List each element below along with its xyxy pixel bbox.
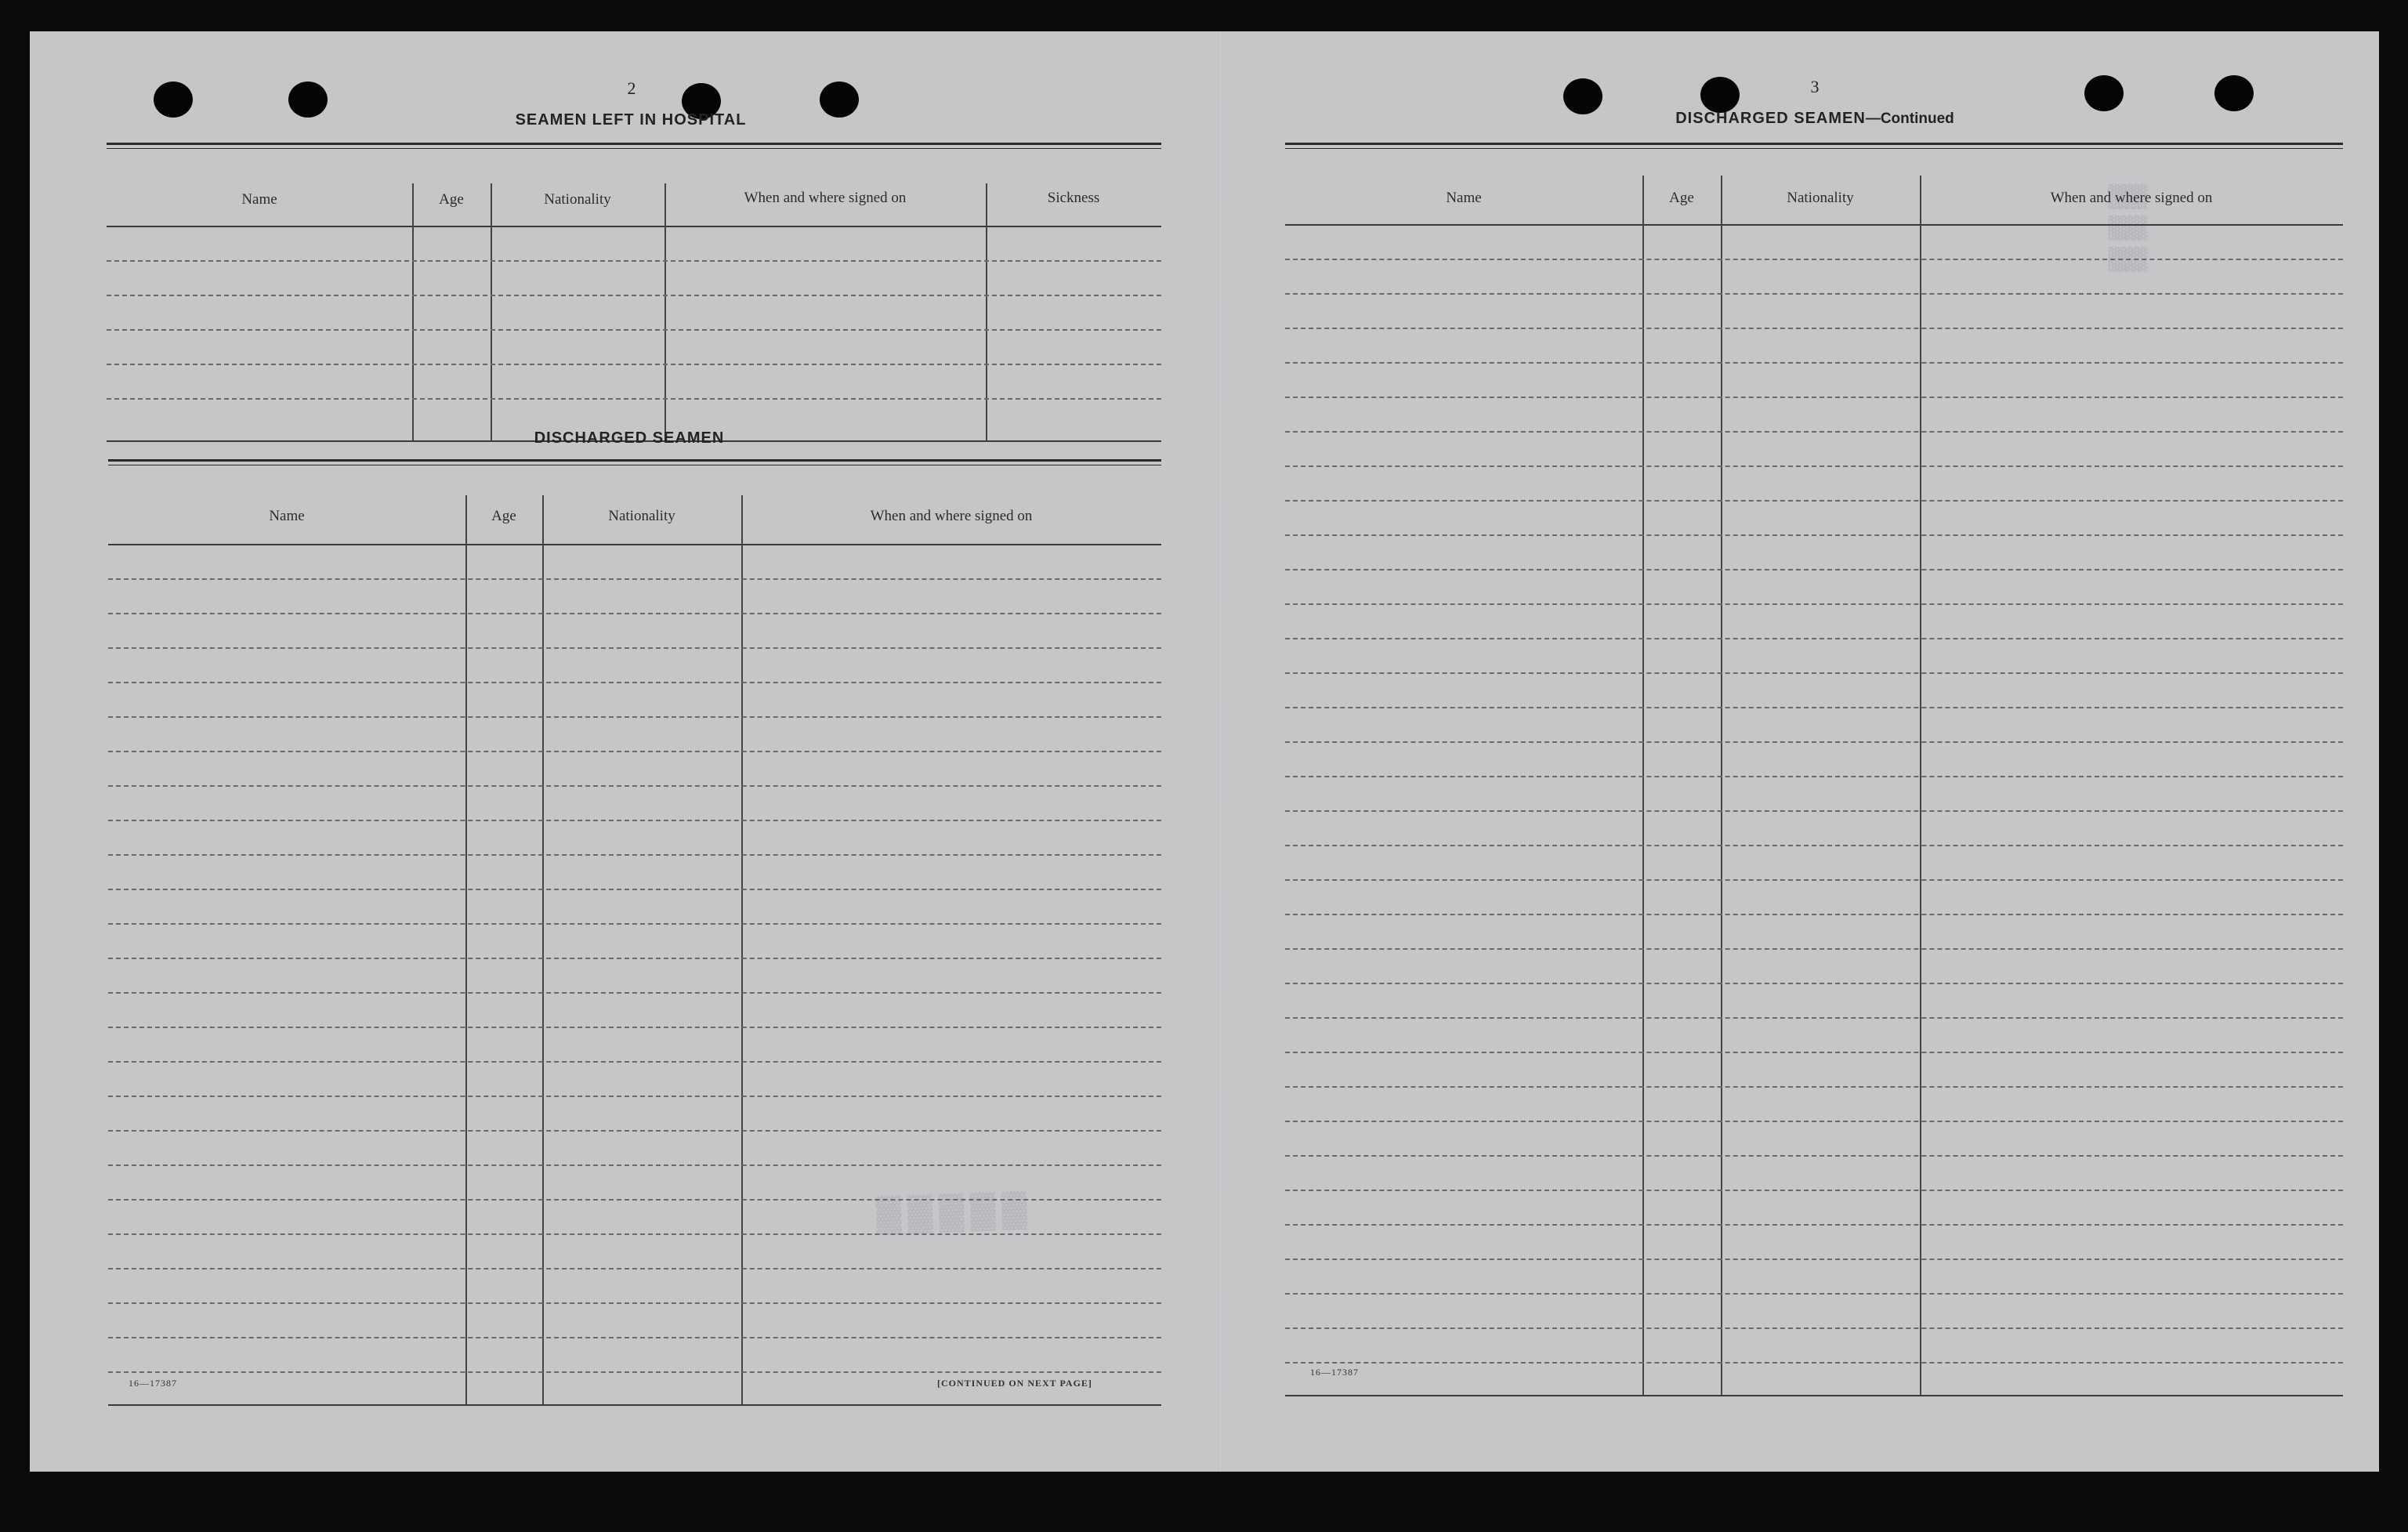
table-row [1285, 362, 2343, 364]
table-row [108, 1199, 1161, 1201]
column-divider [1642, 176, 1644, 1395]
column-header: When and where signed on [744, 190, 907, 206]
table-row [108, 1302, 1161, 1304]
discharged-table [108, 459, 1161, 1409]
table-row [1285, 983, 2343, 984]
table-row [1285, 1327, 2343, 1329]
column-header: Age [491, 508, 516, 524]
table-row [1285, 638, 2343, 639]
table-row [108, 1130, 1161, 1132]
table-row [1285, 534, 2343, 536]
table-row [1285, 465, 2343, 467]
table-row [1285, 776, 2343, 777]
table-row [1285, 259, 2343, 260]
table-row [108, 716, 1161, 718]
form-code: 16—17387 [129, 1378, 177, 1389]
table-row [1285, 397, 2343, 398]
column-header: Name [1446, 190, 1482, 206]
table-row [108, 682, 1161, 683]
table-row [1285, 500, 2343, 502]
table-row [1285, 1052, 2343, 1053]
table-row [108, 1164, 1161, 1166]
table-row [1285, 1121, 2343, 1122]
binder-hole [2084, 75, 2124, 111]
table-row [1285, 1259, 2343, 1260]
column-header: Nationality [1787, 190, 1854, 206]
column-divider [491, 183, 492, 442]
table-row [108, 578, 1161, 580]
table-top-rule [107, 143, 1161, 149]
table-row [108, 647, 1161, 649]
hospital-section-title: SEAMEN LEFT IN HOSPITAL [515, 111, 747, 129]
header-rule [108, 544, 1161, 545]
table-row [108, 923, 1161, 925]
header-rule [107, 226, 1161, 227]
table-row [107, 295, 1161, 296]
table-row [1285, 1362, 2343, 1364]
table-row [1285, 1293, 2343, 1295]
binder-hole [1563, 78, 1602, 114]
form-code: 16—17387 [1310, 1367, 1359, 1378]
column-header: Nationality [608, 508, 675, 524]
table-row [1285, 1155, 2343, 1157]
binder-hole [154, 81, 193, 118]
binder-hole [820, 81, 859, 118]
table-row [108, 1371, 1161, 1373]
table-row [1285, 1017, 2343, 1019]
table-row [1285, 948, 2343, 950]
header-rule [1285, 224, 2343, 226]
table-row [1285, 328, 2343, 329]
discharged-continued-table [1285, 143, 2343, 1396]
column-divider [412, 183, 414, 442]
table-row [1285, 707, 2343, 708]
table-row [1285, 1086, 2343, 1088]
bleed-through-mark: ▓▓▓▓▓ [875, 1188, 1034, 1233]
table-row [1285, 1224, 2343, 1226]
binder-hole [1700, 77, 1740, 113]
column-header: When and where signed on [870, 508, 1033, 524]
table-row [1285, 672, 2343, 674]
binder-hole [2214, 75, 2254, 111]
title-suffix: —Continued [1865, 110, 1954, 127]
discharged-section-title: DISCHARGED SEAMEN [534, 429, 725, 447]
table-row [108, 1061, 1161, 1063]
table-row [1285, 879, 2343, 881]
table-row [108, 1233, 1161, 1235]
page-number: 3 [1810, 77, 1820, 96]
table-row [1285, 569, 2343, 570]
column-divider [1920, 176, 1921, 1395]
column-header: When and where signed on [2050, 190, 2213, 206]
table-bottom-rule [108, 1404, 1161, 1406]
table-top-rule [108, 459, 1161, 465]
binder-hole [288, 81, 328, 118]
table-row [1285, 293, 2343, 295]
bleed-through-mark: ▓▓▓ [2111, 183, 2150, 279]
table-row [108, 820, 1161, 821]
hospital-table [107, 143, 1161, 442]
table-row [1285, 741, 2343, 743]
column-header: Sickness [1047, 190, 1100, 206]
column-divider [1721, 176, 1722, 1395]
column-divider [664, 183, 666, 442]
table-row [1285, 810, 2343, 812]
continued-note: [CONTINUED ON NEXT PAGE] [937, 1378, 1092, 1389]
column-divider [986, 183, 987, 442]
column-header: Nationality [544, 191, 611, 208]
column-header: Age [439, 191, 464, 208]
table-row [108, 751, 1161, 752]
table-row [107, 398, 1161, 400]
table-row [108, 992, 1161, 994]
table-row [108, 1268, 1161, 1269]
table-row [108, 613, 1161, 614]
discharged-continued-title [1642, 110, 1987, 128]
page-fold [1218, 31, 1222, 1472]
table-row [1285, 1190, 2343, 1191]
table-row [107, 364, 1161, 365]
table-row [1285, 914, 2343, 915]
table-row [108, 1027, 1161, 1028]
table-row [108, 785, 1161, 787]
table-row [1285, 603, 2343, 605]
table-row [108, 958, 1161, 959]
table-row [107, 260, 1161, 262]
table-row [108, 1096, 1161, 1097]
column-header: Age [1669, 190, 1694, 206]
table-row [1285, 845, 2343, 846]
table-bottom-rule [1285, 1395, 2343, 1396]
table-row [1285, 431, 2343, 433]
table-row [107, 329, 1161, 331]
column-header: Name [269, 508, 305, 524]
title-main: DISCHARGED SEAMEN [1675, 110, 1866, 127]
table-row [108, 854, 1161, 856]
table-top-rule [1285, 143, 2343, 149]
table-row [108, 889, 1161, 890]
table-row [108, 1337, 1161, 1338]
column-header: Name [241, 191, 277, 208]
scanned-document-sheet [30, 31, 2379, 1472]
page-number: 2 [627, 78, 636, 98]
